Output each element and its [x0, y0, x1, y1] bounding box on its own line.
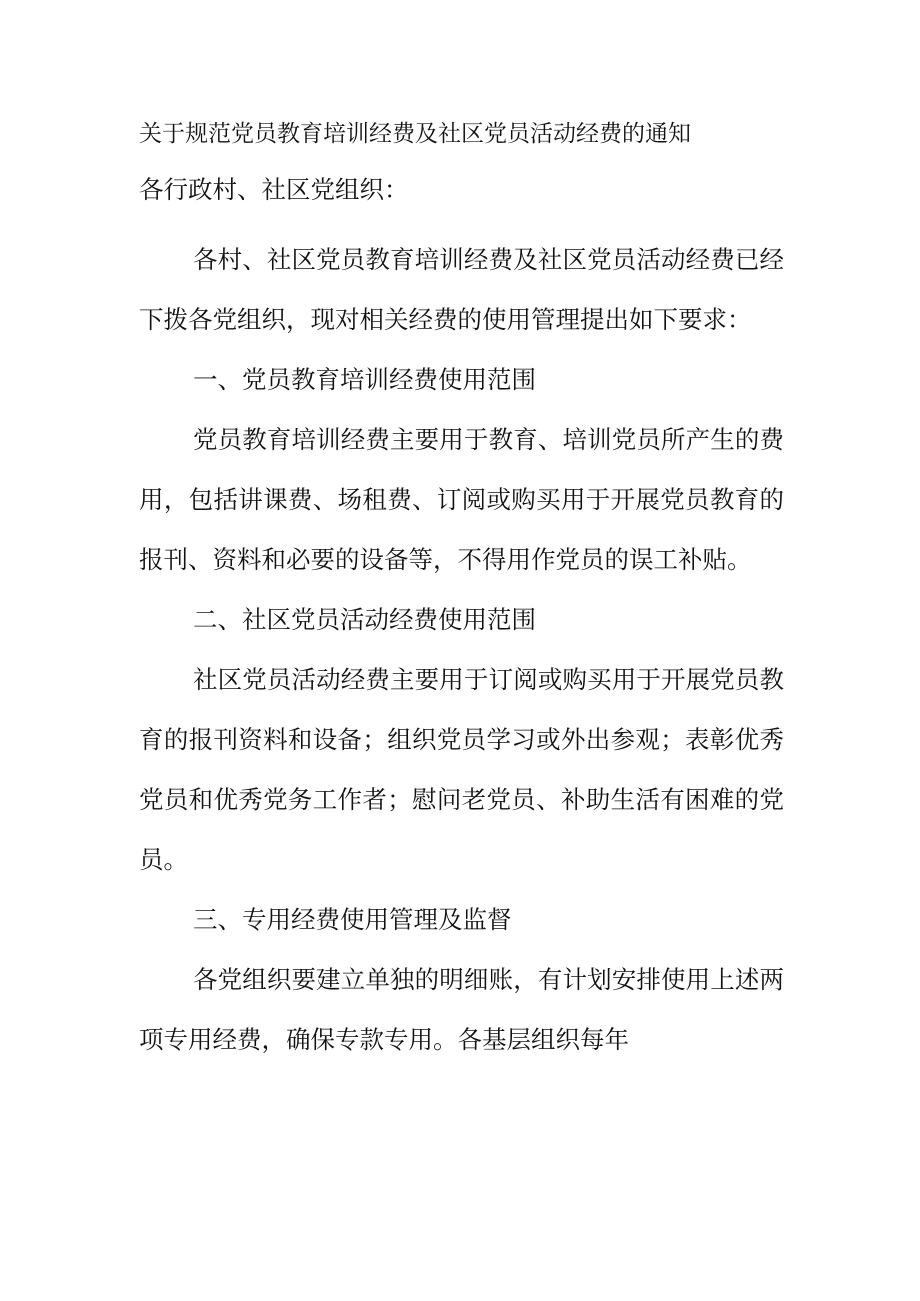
section-paragraph-3: 各党组织要建立单独的明细账，有计划安排使用上述两项专用经费，确保专款专用。各基层组织每年 — [139, 965, 784, 1054]
document-title: 关于规范党员教育培训经费及社区党员活动经费的通知 — [139, 121, 691, 147]
intro-paragraph: 各村、社区党员教育培训经费及社区党员活动经费已经下拨各党组织，现对相关经费的使用管理提出如下要求： — [139, 245, 784, 334]
section-heading-2: 二、社区党员活动经费使用范围 — [193, 605, 536, 634]
document-body — [139, 230, 784, 1070]
section-heading-1: 一、党员教育培训经费使用范围 — [193, 365, 536, 394]
section-heading-3: 三、专用经费使用管理及监督 — [193, 905, 512, 934]
salutation: 各行政村、社区党组织： — [139, 175, 409, 204]
section-paragraph-1: 党员教育培训经费主要用于教育、培训党员所产生的费用，包括讲课费、场租费、订阅或购买用于开展党员教育的报刊、资料和必要的设备等，不得用作党员的误工补贴。 — [139, 425, 784, 574]
section-paragraph-2: 社区党员活动经费主要用于订阅或购买用于开展党员教育的报刊资料和设备；组织党员学习或外出参观；表彰优秀党员和优秀党务工作者；慰问老党员、补助生活有困难的党员。 — [139, 665, 784, 874]
